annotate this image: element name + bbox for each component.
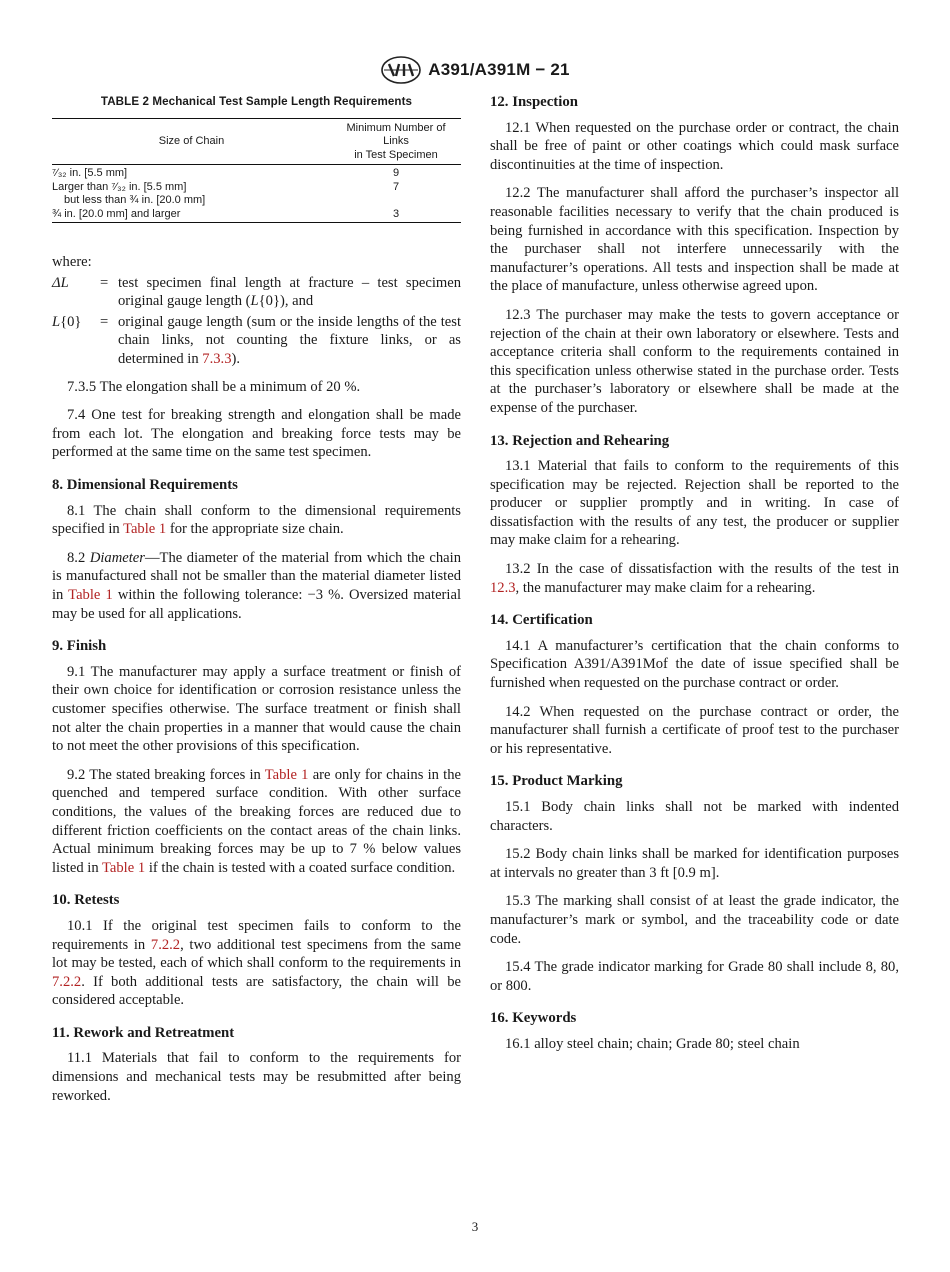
definition-text	[118, 274, 461, 311]
left-column	[52, 93, 461, 1115]
paragraph-15-4: 15.4 The grade indicator marking for Grade 80 shall include 8, 80, or 800.	[490, 959, 899, 994]
links-cell: 9	[392, 167, 400, 180]
text-run: 8.1 The chain shall conform to the dimensional requirements specified in	[52, 502, 461, 538]
symbol-l0	[52, 313, 100, 369]
paragraph-16-1: 16.1 alloy steel chain; chain; Grade 80; steel chain	[505, 1035, 800, 1052]
col-header-line: in Test Specimen	[354, 148, 438, 161]
definition-l0	[52, 313, 461, 369]
definition-delta-l	[52, 274, 461, 311]
paragraph-10-1	[52, 917, 461, 1010]
text-run: 10.1 If the original test specimen fails to conform to the requirements in	[52, 917, 461, 953]
paragraph-15-3: 15.3 The marking shall consist of at least the grade indicator, the manufacturer’s mark or symbol, and the traceability code or date code.	[490, 893, 899, 947]
symbol-delta-l: ΔL	[52, 274, 69, 291]
paragraph-8-1	[52, 502, 461, 539]
paragraph-12-1: 12.1 When requested on the purchase order or contract, the chain shall be free of paint or other coatings which could mask surface discontinuities at the time of inspection.	[490, 119, 899, 173]
size-cell	[52, 181, 331, 208]
astm-logo-icon	[380, 55, 422, 85]
col-header-min-links	[331, 118, 461, 165]
section-11-heading: 11. Rework and Retreatment	[52, 1024, 235, 1041]
section-16-heading: 16. Keywords	[490, 1010, 577, 1027]
link-table-1[interactable]: Table 1	[264, 766, 309, 783]
paragraph-15-1: 15.1 Body chain links shall not be marked with indented characters.	[490, 799, 899, 834]
table-row	[52, 208, 461, 223]
section-14-heading: 14. Certification	[490, 612, 593, 629]
link-7-2-2[interactable]: 7.2.2	[150, 936, 181, 953]
size-cell: ⁷⁄₃₂ in. [5.5 mm]	[52, 167, 128, 180]
text-run: 9.2 The stated breaking forces in	[67, 766, 265, 783]
right-column	[490, 93, 899, 1064]
section-8-heading: 8. Dimensional Requirements	[52, 477, 238, 494]
designation-title: A391/A391M − 21	[428, 60, 570, 79]
page-number: 3	[471, 1219, 479, 1234]
section-12-heading: 12. Inspection	[490, 94, 578, 110]
subscript-zero: {0}	[60, 313, 82, 330]
links-cell: 7	[392, 180, 400, 193]
text-run: for the appropriate size chain.	[166, 521, 344, 538]
italic-term: Diameter	[89, 549, 145, 566]
section-13-heading: 13. Rejection and Rehearing	[490, 432, 670, 449]
size-text: Larger than ⁷⁄₃₂ in. [5.5 mm]	[52, 180, 187, 193]
text-run: , two additional test specimens from the same lot may be tested, each of which shall conform to the requirements in	[52, 936, 461, 972]
link-table-1[interactable]: Table 1	[102, 859, 146, 876]
paragraph-13-2	[490, 560, 899, 597]
col-header-line: Links	[383, 135, 409, 148]
paragraph-9-1: 9.1 The manufacturer may apply a surface treatment or finish of their own choice for identification or corrosion resistance unless the customer specifies otherwise. The surface treatment or finish shall not alter the chain properties in a manner that would cause the chain to not meet the other provisions of this specification.	[52, 663, 461, 755]
col-header-size: Size of Chain	[52, 118, 331, 165]
link-12-3[interactable]: 12.3	[490, 579, 516, 596]
size-cell: ¾ in. [20.0 mm] and larger	[52, 208, 331, 223]
link-table-1[interactable]: Table 1	[68, 587, 113, 603]
table-2-title: TABLE 2 Mechanical Test Sample Length Requirements	[100, 95, 413, 108]
where-label: where:	[52, 254, 92, 271]
paragraph-8-2	[52, 549, 461, 623]
paragraph-14-1: 14.1 A manufacturer’s certification that the chain conforms to Specification A391/A391Mof the date of issue specified shall be furnished when requested on the purchase contract or order.	[490, 637, 899, 692]
variable-l: L	[52, 313, 61, 330]
link-7-3-3[interactable]: 7.3.3	[202, 351, 232, 368]
section-9-heading: 9. Finish	[52, 638, 107, 655]
text-run: 8.2	[67, 549, 90, 566]
paragraph-12-3: 12.3 The purchaser may make the tests to govern acceptance or rejection of the chain at their own laboratory or elsewhere. Tests and acceptance criteria shall conform to the requirements contained in this specification unless otherwise stated in the purchase order. Tests at the purchaser’s laboratory or elsewhere shall be made at the expense of the purchaser.	[490, 306, 899, 416]
text-run: are only for chains in the quenched and tempered surface condition. With other surface conditions, the values of the breaking forces are reduced due to different friction coefficients on the contact areas of the chain links. Actual minimum breaking forces may be up to 7 % below values listed in	[52, 766, 461, 876]
link-table-1[interactable]: Table 1	[123, 521, 167, 538]
paragraph-15-2: 15.2 Body chain links shall be marked for identification purposes at intervals no greater than 3 ft [0.9 m].	[490, 846, 899, 881]
page-header	[0, 55, 950, 85]
paragraph-7-4: 7.4 One test for breaking strength and elongation shall be made from each lot. The elongation and breaking force tests may be performed at the same time on the same test specimen.	[52, 407, 461, 461]
text-run: test specimen final length at fracture – test specimen original gauge length (	[118, 274, 461, 310]
table-row	[52, 165, 461, 181]
paragraph-13-1: 13.1 Material that fails to conform to the requirements of this specification may be rejected. Rejection shall be reported to the producer or supplier promptly and in writing. In case of dissatisfaction with the results of any test, the producer or supplier may make claim for a rehearing.	[490, 458, 899, 549]
table-row	[52, 181, 461, 208]
col-header-line: Minimum Number of	[346, 121, 446, 134]
variable-l: L	[250, 293, 259, 310]
text-run: , the manufacturer may make claim for a rehearing.	[515, 579, 816, 596]
section-10-heading: 10. Retests	[52, 892, 120, 909]
paragraph-14-2: 14.2 When requested on the purchase contract or order, the manufacturer shall furnish a certificate of proof test to the purchaser or his representative.	[490, 703, 899, 757]
text-run: {0}), and	[258, 293, 314, 310]
size-subtext: but less than ¾ in. [20.0 mm]	[64, 194, 206, 207]
section-15-heading: 15. Product Marking	[490, 773, 623, 790]
text-run: 13.2 In the case of dissatisfaction with the results of the test in	[505, 561, 899, 578]
equals-sign: =	[100, 274, 109, 291]
text-run: if the chain is tested with a coated surface condition.	[145, 859, 456, 876]
text-run: . If both additional tests are satisfactory, the chain will be considered acceptable.	[52, 973, 461, 1009]
definition-text	[118, 313, 461, 369]
link-7-2-2[interactable]: 7.2.2	[52, 973, 82, 990]
paragraph-9-2	[52, 766, 461, 878]
text-run: —The diameter of the material from which the chain is manufactured shall not be smaller than the material diameter listed in	[52, 549, 462, 603]
paragraph-7-3-5: 7.3.5 The elongation shall be a minimum of 20 %.	[67, 378, 361, 395]
text-run: ).	[231, 351, 240, 368]
where-block	[52, 253, 461, 369]
equals-sign: =	[100, 313, 109, 330]
text-run: within the following tolerance: −3 %. Oversized material may be used for all applications.	[52, 587, 462, 622]
table-2	[52, 118, 461, 224]
table-header-row	[52, 118, 461, 165]
paragraph-11-1: 11.1 Materials that fail to conform to the requirements for dimensions and mechanical tests may be resubmitted after being reworked.	[52, 1050, 461, 1104]
text-run: original gauge length (sum or the inside lengths of the test chain links, not counting the fixture links, or as determined in	[118, 313, 461, 368]
paragraph-12-2: 12.2 The manufacturer shall afford the purchaser’s inspector all reasonable facilities necessary to verify that the chain produced is being furnished in accordance with this specification. Inspection by the purchaser shall not interfere unnecessarily with the manufacturer’s operations. All tests and inspection shall be made at the place of manufacture, unless otherwise agreed upon.	[490, 185, 899, 295]
links-cell: 3	[331, 208, 461, 223]
